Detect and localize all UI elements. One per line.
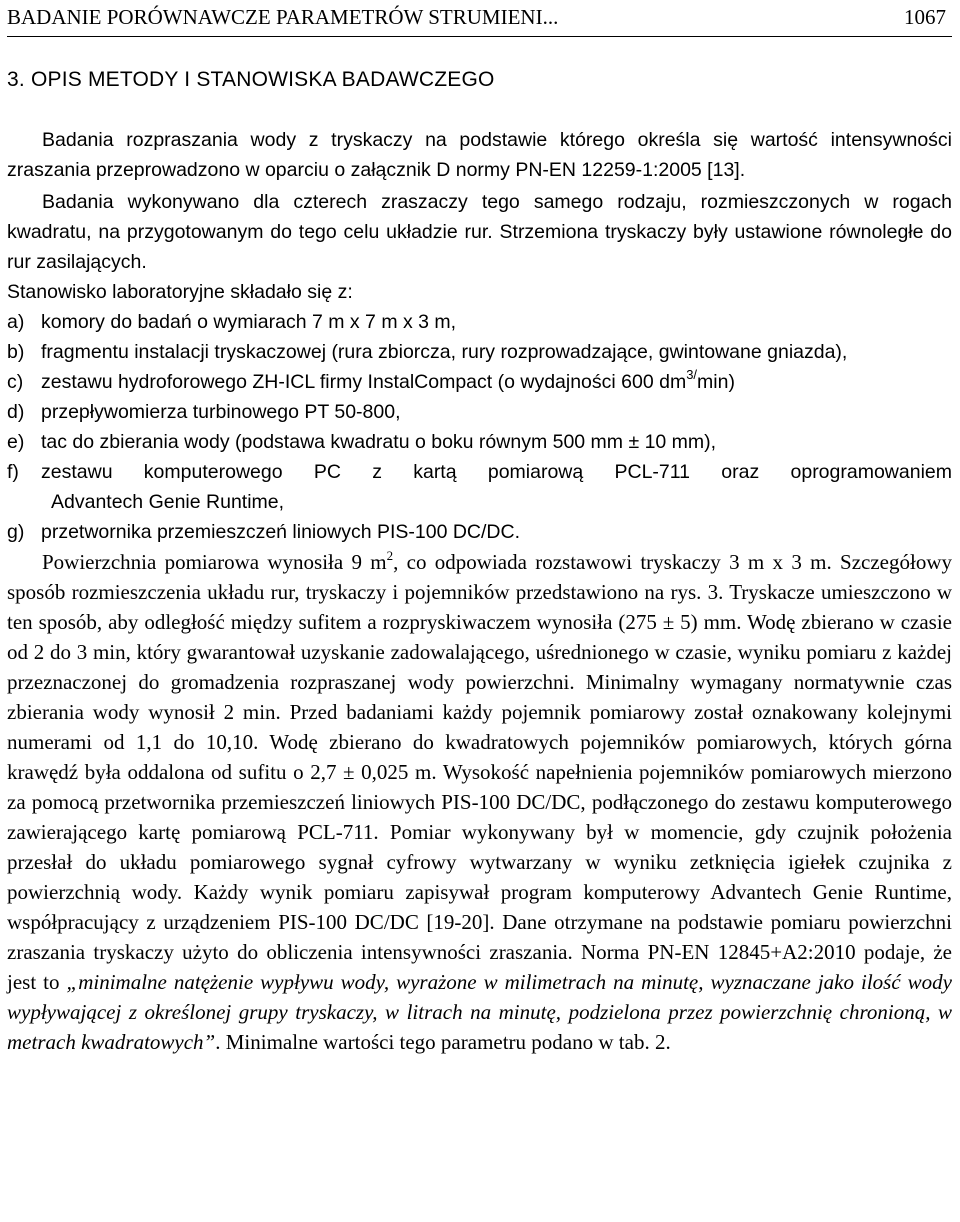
list-item-text-main: zestawu komputerowego PC z kartą pomiarową PCL-711 oraz oprogramowaniem	[41, 461, 952, 483]
list-item-label: a)	[7, 311, 25, 333]
running-title: BADANIE PORÓWNAWCZE PARAMETRÓW STRUMIENI...	[7, 5, 559, 29]
standard-definition-quote: „minimalne natężenie wypływu wody, wyrażone w milimetrach na minutę, wyznaczane jako ilość wody wypływającej z określonej grupy tryskaczy, w litrach na minutę, podzielona przez powierzchnię chronioną, w metrach kwadratowych”	[7, 970, 952, 1054]
list-item-text: fragmentu instalacji tryskaczowej (rura zbiorcza, rury rozprowadzające, gwintowane gniazda),	[41, 341, 848, 363]
list-item-text-after: min)	[697, 371, 735, 393]
paragraph-sprinkler-layout: Badania wykonywano dla czterech zraszaczy tego samego rodzaju, rozmieszczonych w rogach kwadratu, na przygotowanym do tego celu układzie rur. Strzemiona tryskaczy były ustawione równoległe do rur zasilających.	[7, 191, 952, 273]
list-item-text	[41, 367, 952, 397]
running-header	[7, 0, 952, 37]
list-item-text: komory do badań o wymiarach 7 m x 7 m x 3 m,	[41, 311, 457, 333]
stand-components-list	[7, 307, 952, 547]
list-item	[7, 397, 952, 427]
paragraph-text-part3: . Minimalne wartości tego parametru podano w tab. 2.	[215, 1030, 671, 1054]
list-item	[7, 517, 952, 547]
list-item	[7, 457, 952, 517]
list-item-text: przepływomierza turbinowego PT 50-800,	[41, 401, 401, 423]
list-item	[7, 307, 952, 337]
list-item-label: e)	[7, 431, 25, 453]
stand-intro: Stanowisko laboratoryjne składało się z:	[7, 281, 353, 303]
list-item-label: d)	[7, 401, 25, 423]
list-item-label: f)	[7, 461, 19, 483]
list-item	[7, 427, 952, 457]
section-heading: 3. OPIS METODY I STANOWISKA BADAWCZEGO	[7, 68, 495, 91]
list-item-label: c)	[7, 371, 24, 393]
page-number: 1067	[904, 5, 946, 29]
list-item-text: tac do zbierania wody (podstawa kwadratu o boku równym 500 mm ± 10 mm),	[41, 431, 717, 453]
paragraph-text-part1: Powierzchnia pomiarowa wynosiła 9 m	[42, 550, 387, 574]
list-item	[7, 367, 952, 397]
list-item-continuation: Advantech Genie Runtime,	[51, 491, 285, 513]
area-superscript: 2	[386, 548, 394, 563]
paragraph-text-part2: , co odpowiada rozstawowi tryskaczy 3 m x 3 m. Szczegółowy sposób rozmieszczenia układu rur, tryskaczy i pojemników przedstawiono na rys. 3. Tryskacze umieszczono w ten sposób, aby odległość między sufitem a rozpryskiwaczem wynosiła (275 ± 5) mm. Wodę zbierano w czasie od 2 do 3 min, który gwarantował uzyskanie zadowalającego, uśrednionego w czasie, wyniku pomiaru z każdej przeznaczonej do gromadzenia rozpraszanej wody powierzchni. Minimalny wymagany normatywnie czas zbierania wody wynosił 2 min. Przed badaniami każdy pojemnik pomiarowy został oznakowany kolejnymi numerami od 1,1 do 10,10. Wodę zbierano do kwadratowych pojemników pomiarowych, których górna krawędź była oddalona od sufitu o 2,7 ± 0,025 m. Wysokość napełnienia pojemników pomiarowych mierzono za pomocą przetwornika przemieszczeń liniowych PIS-100 DC/DC, podłączonego do zestawu komputerowego zawierającego kartę pomiarową PCL-711. Pomiar wykonywany był w momencie, gdy czujnik położenia przesłał do układu pomiarowego sygnał cyfrowy wytwarzany w wyniku zetknięcia igiełek czujnika z powierzchnią wody. Każdy wynik pomiaru zapisywał program komputerowy Advantech Genie Runtime, współpracujący z urządzeniem PIS-100 DC/DC [19-20]. Dane otrzymane na podstawie pomiaru powierzchni zraszania tryskaczy użyto do obliczenia intensywności zraszania. Norma PN-EN 12845+A2:2010 podaje, że jest to	[7, 550, 952, 994]
list-item-label: b)	[7, 341, 25, 363]
list-item	[7, 337, 952, 367]
paragraph-measurement-procedure	[7, 547, 952, 1057]
unit-superscript: 3/	[686, 367, 698, 382]
paragraph-method-basis: Badania rozpraszania wody z tryskaczy na podstawie którego określa się wartość intensywności zraszania przeprowadzono w oparciu o załącznik D normy PN-EN 12259-1:2005 [13].	[7, 129, 952, 181]
list-item-text	[41, 457, 952, 517]
list-item-label: g)	[7, 521, 25, 543]
list-item-text-main: zestawu hydroforowego ZH-ICL firmy InstalCompact (o wydajności 600 dm	[41, 371, 687, 393]
list-item-text: przetwornika przemieszczeń liniowych PIS-100 DC/DC.	[41, 521, 520, 543]
